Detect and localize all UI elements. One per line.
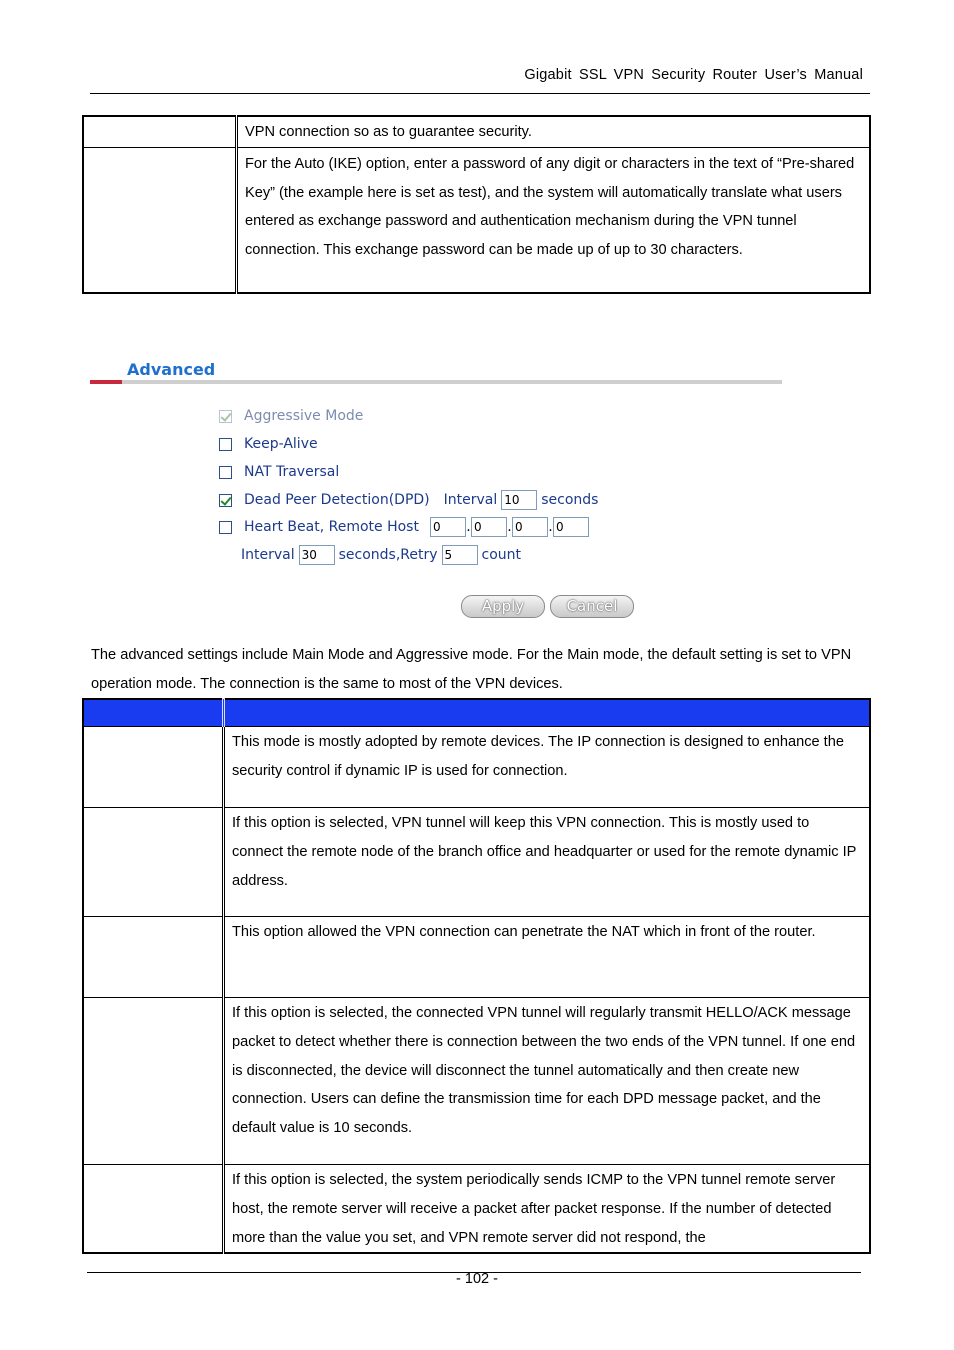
row-label-cell <box>83 727 224 808</box>
title-underline <box>122 380 782 384</box>
row-text-cell: If this option is selected, the connected VPN tunnel will regularly transmit HELLO/ACK message packet to detect whether there is connection between the two ends of the VPN tunnel. If one end is disconnected, the device will disconnect the tunnel automatically and then create new connection. Users can define the transmission time for each DPD message packet, and the default value is 10 seconds. <box>224 998 871 1165</box>
option-label: Aggressive Mode <box>244 408 364 424</box>
row-label-cell <box>83 998 224 1165</box>
option-dpd <box>219 489 598 511</box>
table-row <box>83 998 870 1165</box>
table-row <box>83 808 870 917</box>
table-row <box>83 727 870 808</box>
row-text-cell: If this option is selected, VPN tunnel will keep this VPN connection. This is mostly used to connect the remote node of the branch office and headquarter or used for the remote dynamic IP address. <box>224 808 871 917</box>
keep-alive-checkbox[interactable] <box>219 438 232 451</box>
table-row <box>83 147 870 293</box>
row-label-cell <box>83 116 237 147</box>
row-label-cell <box>83 808 224 917</box>
dpd-interval-label: Interval <box>443 492 498 508</box>
advanced-options-table <box>82 698 871 1254</box>
option-label: NAT Traversal <box>244 464 340 480</box>
row-label-cell <box>83 917 224 998</box>
retry-input[interactable]: 5 <box>442 545 478 565</box>
table-row <box>83 917 870 998</box>
option-nat-traversal <box>219 461 339 483</box>
option-label: Heart Beat, Remote Host <box>244 519 419 535</box>
row-text-cell: VPN connection so as to guarantee security. <box>237 116 871 147</box>
dpd-checkbox[interactable] <box>219 494 232 507</box>
aggressive-mode-checkbox[interactable] <box>219 410 232 423</box>
row-label-cell <box>83 147 237 293</box>
option-aggressive-mode <box>219 405 363 427</box>
row-text-cell: If this option is selected, the system periodically sends ICMP to the VPN tunnel remote server host, the remote server will receive a packet after packet response. If the number of detected more than the value you set, and VPN remote server did not respond, the <box>224 1165 871 1254</box>
ip-separator: . <box>548 519 553 535</box>
heart-beat-settings <box>241 544 521 566</box>
header-cell <box>83 699 224 727</box>
dpd-unit-label: seconds <box>541 492 599 508</box>
remote-host-ip-octet-3[interactable]: 0 <box>512 517 548 537</box>
header-cell <box>224 699 871 727</box>
table-row <box>83 1165 870 1254</box>
heart-beat-interval-input[interactable]: 30 <box>299 545 335 565</box>
title-underline-accent <box>90 380 122 384</box>
manual-title: Gigabit SSL VPN Security Router User’s Manual <box>524 67 863 83</box>
heart-beat-interval-label: Interval <box>241 547 295 563</box>
option-label: Keep-Alive <box>244 436 318 452</box>
page-number: - 102 - <box>456 1271 498 1287</box>
count-label: count <box>481 547 522 563</box>
row-text-cell: This mode is mostly adopted by remote devices. The IP connection is designed to enhance the security control if dynamic IP is used for connection. <box>224 727 871 808</box>
table-row <box>83 116 870 147</box>
advanced-section-title: Advanced <box>127 360 216 379</box>
description-table-top <box>82 115 871 294</box>
dpd-interval-input[interactable]: 10 <box>501 490 537 510</box>
row-text-cell: For the Auto (IKE) option, enter a password of any digit or characters in the text of “Pre-shared Key” (the example here is set as test), and the system will automatically translate what users entered as exchange password and authentication mechanism during the VPN tunnel connection. This exchange password can be made up of up to 30 characters. <box>237 147 871 293</box>
ip-separator: . <box>507 519 512 535</box>
header-divider <box>90 93 870 94</box>
row-label-cell <box>83 1165 224 1254</box>
remote-host-ip-octet-1[interactable]: 0 <box>430 517 466 537</box>
ip-separator: . <box>466 519 471 535</box>
table-header-row <box>83 699 870 727</box>
cancel-button[interactable]: Cancel <box>550 595 634 618</box>
heart-beat-checkbox[interactable] <box>219 521 232 534</box>
remote-host-ip-octet-4[interactable]: 0 <box>553 517 589 537</box>
option-keep-alive <box>219 433 318 455</box>
option-label: Dead Peer Detection(DPD) <box>244 492 430 508</box>
remote-host-ip-octet-2[interactable]: 0 <box>471 517 507 537</box>
option-heart-beat <box>219 516 589 538</box>
advanced-settings-description: The advanced settings include Main Mode and Aggressive mode. For the Main mode, the default setting is set to VPN operation mode. The connection is the same to most of the VPN devices. <box>91 647 852 692</box>
nat-traversal-checkbox[interactable] <box>219 466 232 479</box>
row-text-cell: This option allowed the VPN connection can penetrate the NAT which in front of the router. <box>224 917 871 998</box>
seconds-retry-label: seconds,Retry <box>338 547 438 563</box>
apply-button[interactable]: Apply <box>461 595 545 618</box>
